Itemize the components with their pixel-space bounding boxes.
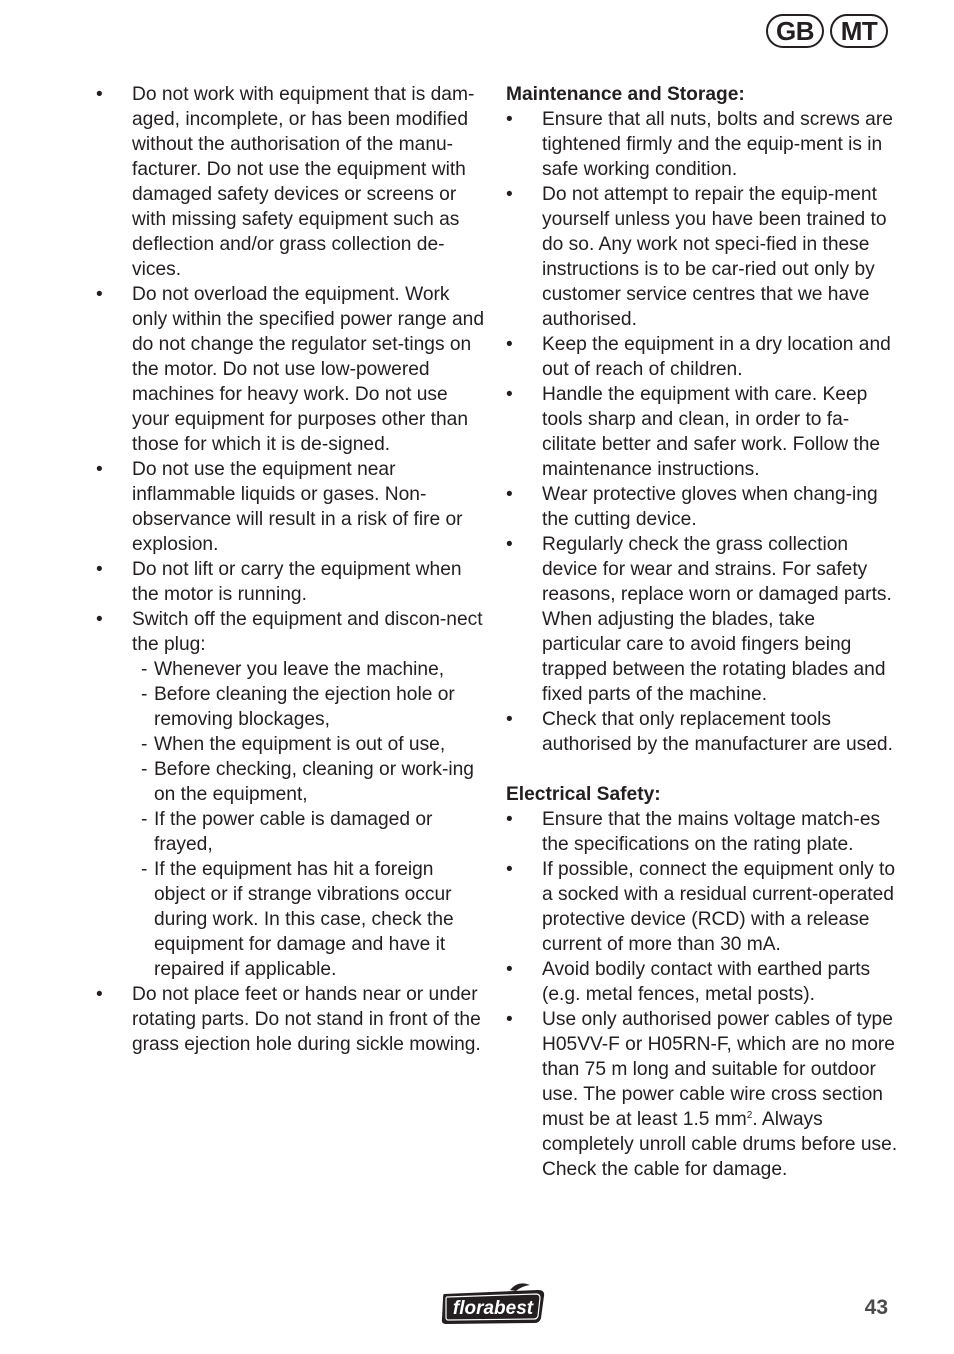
list-item xyxy=(506,532,898,707)
list-item-text: Avoid bodily contact with earthed parts (e.g. metal fences, metal posts). xyxy=(542,959,871,1005)
list-item xyxy=(506,107,898,182)
bullet: • xyxy=(506,184,513,205)
list-item xyxy=(506,807,898,857)
sub-list-item xyxy=(96,757,486,807)
sub-list-item xyxy=(96,657,486,682)
section-spacer xyxy=(506,757,898,782)
list-item-text: Ensure that the mains voltage match-es the specifications on the rating plate. xyxy=(542,809,881,855)
list-item xyxy=(96,982,486,1057)
list-item-text: Do not place feet or hands near or under rotating parts. Do not stand in front of the grass ejection hole during sickle mowing. xyxy=(132,984,481,1055)
bullet: • xyxy=(96,984,103,1005)
list-item-text: If possible, connect the equipment only to a socked with a residual current-operated protective device (RCD) with a release current of more than 30 mA. xyxy=(542,859,896,955)
page-number: 43 xyxy=(864,1296,888,1319)
bullet: • xyxy=(506,334,513,355)
sub-list-item-text: Whenever you leave the machine, xyxy=(154,659,445,680)
bullet: • xyxy=(506,859,513,880)
sub-list-item-text: Before checking, cleaning or work-ing on the equipment, xyxy=(154,759,474,805)
maintenance-heading: Maintenance and Storage: xyxy=(506,84,745,105)
list-item-text: Do not attempt to repair the equip-ment yourself unless you have been trained to do so. Any work not speci-fied in these instructions is to be car-ried out only by customer service centres that we have authorised. xyxy=(542,184,887,330)
dash: - xyxy=(141,659,148,680)
list-item xyxy=(96,82,486,282)
left-column xyxy=(96,82,486,1057)
list-item xyxy=(506,957,898,1007)
list-item xyxy=(506,707,898,757)
dash: - xyxy=(141,809,148,830)
list-item-text: Do not overload the equipment. Work only within the specified power range and do not change the regulator set-tings on the motor. Do not use low-powered machines for heavy work. Do not use your equipment for purposes other than those for which it is de-signed. xyxy=(132,284,484,455)
list-item xyxy=(506,482,898,532)
sub-list-item-text: If the power cable is damaged or frayed, xyxy=(154,809,433,855)
list-item-text: Do not lift or carry the equipment when the motor is running. xyxy=(132,559,462,605)
dash: - xyxy=(141,859,148,880)
list-item xyxy=(506,182,898,332)
sub-list-item xyxy=(96,682,486,732)
cable-text-part-1: Use only authorised power cables of type H05VV-F or H05RN-F, which are no more than 75 m long and suitable for outdoor use. The power cable wire cross section must be at least 1.5 mm xyxy=(542,1009,895,1130)
superscript: 2 xyxy=(746,1110,753,1121)
list-item-text: Ensure that all nuts, bolts and screws are tightened firmly and the equip-ment is in safe working condition. xyxy=(542,109,893,180)
sub-list-item xyxy=(96,857,486,982)
language-badge-gb: GB xyxy=(766,14,824,48)
list-item-text: Keep the equipment in a dry location and out of reach of children. xyxy=(542,334,891,380)
list-item-text: Do not use the equipment near inflammable liquids or gases. Non-observance will result in a risk of fire or explosion. xyxy=(132,459,463,555)
dash: - xyxy=(141,759,148,780)
dash: - xyxy=(141,684,148,705)
bullet: • xyxy=(96,559,103,580)
bullet: • xyxy=(96,459,103,480)
electrical-heading: Electrical Safety: xyxy=(506,784,661,805)
list-item-text: Switch off the equipment and discon-nect the plug: xyxy=(132,609,483,655)
right-column xyxy=(506,82,898,1182)
list-item xyxy=(96,557,486,607)
florabest-logo xyxy=(438,1282,548,1326)
sub-list-item xyxy=(96,732,486,757)
list-item xyxy=(96,457,486,557)
list-item-text xyxy=(542,1007,898,1182)
bullet: • xyxy=(506,484,513,505)
bullet: • xyxy=(506,959,513,980)
sub-list-item-text: Before cleaning the ejection hole or removing blockages, xyxy=(154,684,455,730)
list-item xyxy=(96,607,486,657)
sub-list-item xyxy=(96,807,486,857)
language-badges xyxy=(766,14,888,48)
list-item-text: Wear protective gloves when chang-ing the cutting device. xyxy=(542,484,878,530)
list-item xyxy=(506,1007,898,1182)
list-item xyxy=(506,382,898,482)
list-item xyxy=(506,332,898,382)
list-item xyxy=(96,282,486,457)
list-item-text: Do not work with equipment that is dam-aged, incomplete, or has been modified without the authorisation of the manu-facturer. Do not use the equipment with damaged safety devices or screens or with missing safety equipment such as deflection and/or grass collection de-vices. xyxy=(132,84,475,280)
bullet: • xyxy=(96,609,103,630)
sub-list-item-text: If the equipment has hit a foreign object or if strange vibrations occur during work. In this case, check the equipment for damage and have it repaired if applicable. xyxy=(154,859,454,980)
list-item-text: Handle the equipment with care. Keep tools sharp and clean, in order to fa-cilitate better and safer work. Follow the maintenance instructions. xyxy=(542,384,881,480)
bullet: • xyxy=(506,709,513,730)
bullet: • xyxy=(506,384,513,405)
bullet: • xyxy=(506,109,513,130)
dash: - xyxy=(141,734,148,755)
bullet: • xyxy=(506,1009,513,1030)
language-badge-mt: MT xyxy=(830,14,888,48)
list-item-text: Check that only replacement tools authorised by the manufacturer are used. xyxy=(542,709,893,755)
bullet: • xyxy=(96,84,103,105)
bullet: • xyxy=(506,809,513,830)
bullet: • xyxy=(96,284,103,305)
logo-text: florabest xyxy=(452,1298,534,1319)
list-item-text: Regularly check the grass collection device for wear and strains. For safety reasons, replace worn or damaged parts. When adjusting the blades, take particular care to avoid fingers being trapped between the rotating blades and fixed parts of the machine. xyxy=(542,534,892,705)
list-item xyxy=(506,857,898,957)
sub-list-item-text: When the equipment is out of use, xyxy=(154,734,446,755)
cable-text-part-2: . Always completely unroll cable drums before use. Check the cable for damage. xyxy=(542,1109,898,1180)
bullet: • xyxy=(506,534,513,555)
